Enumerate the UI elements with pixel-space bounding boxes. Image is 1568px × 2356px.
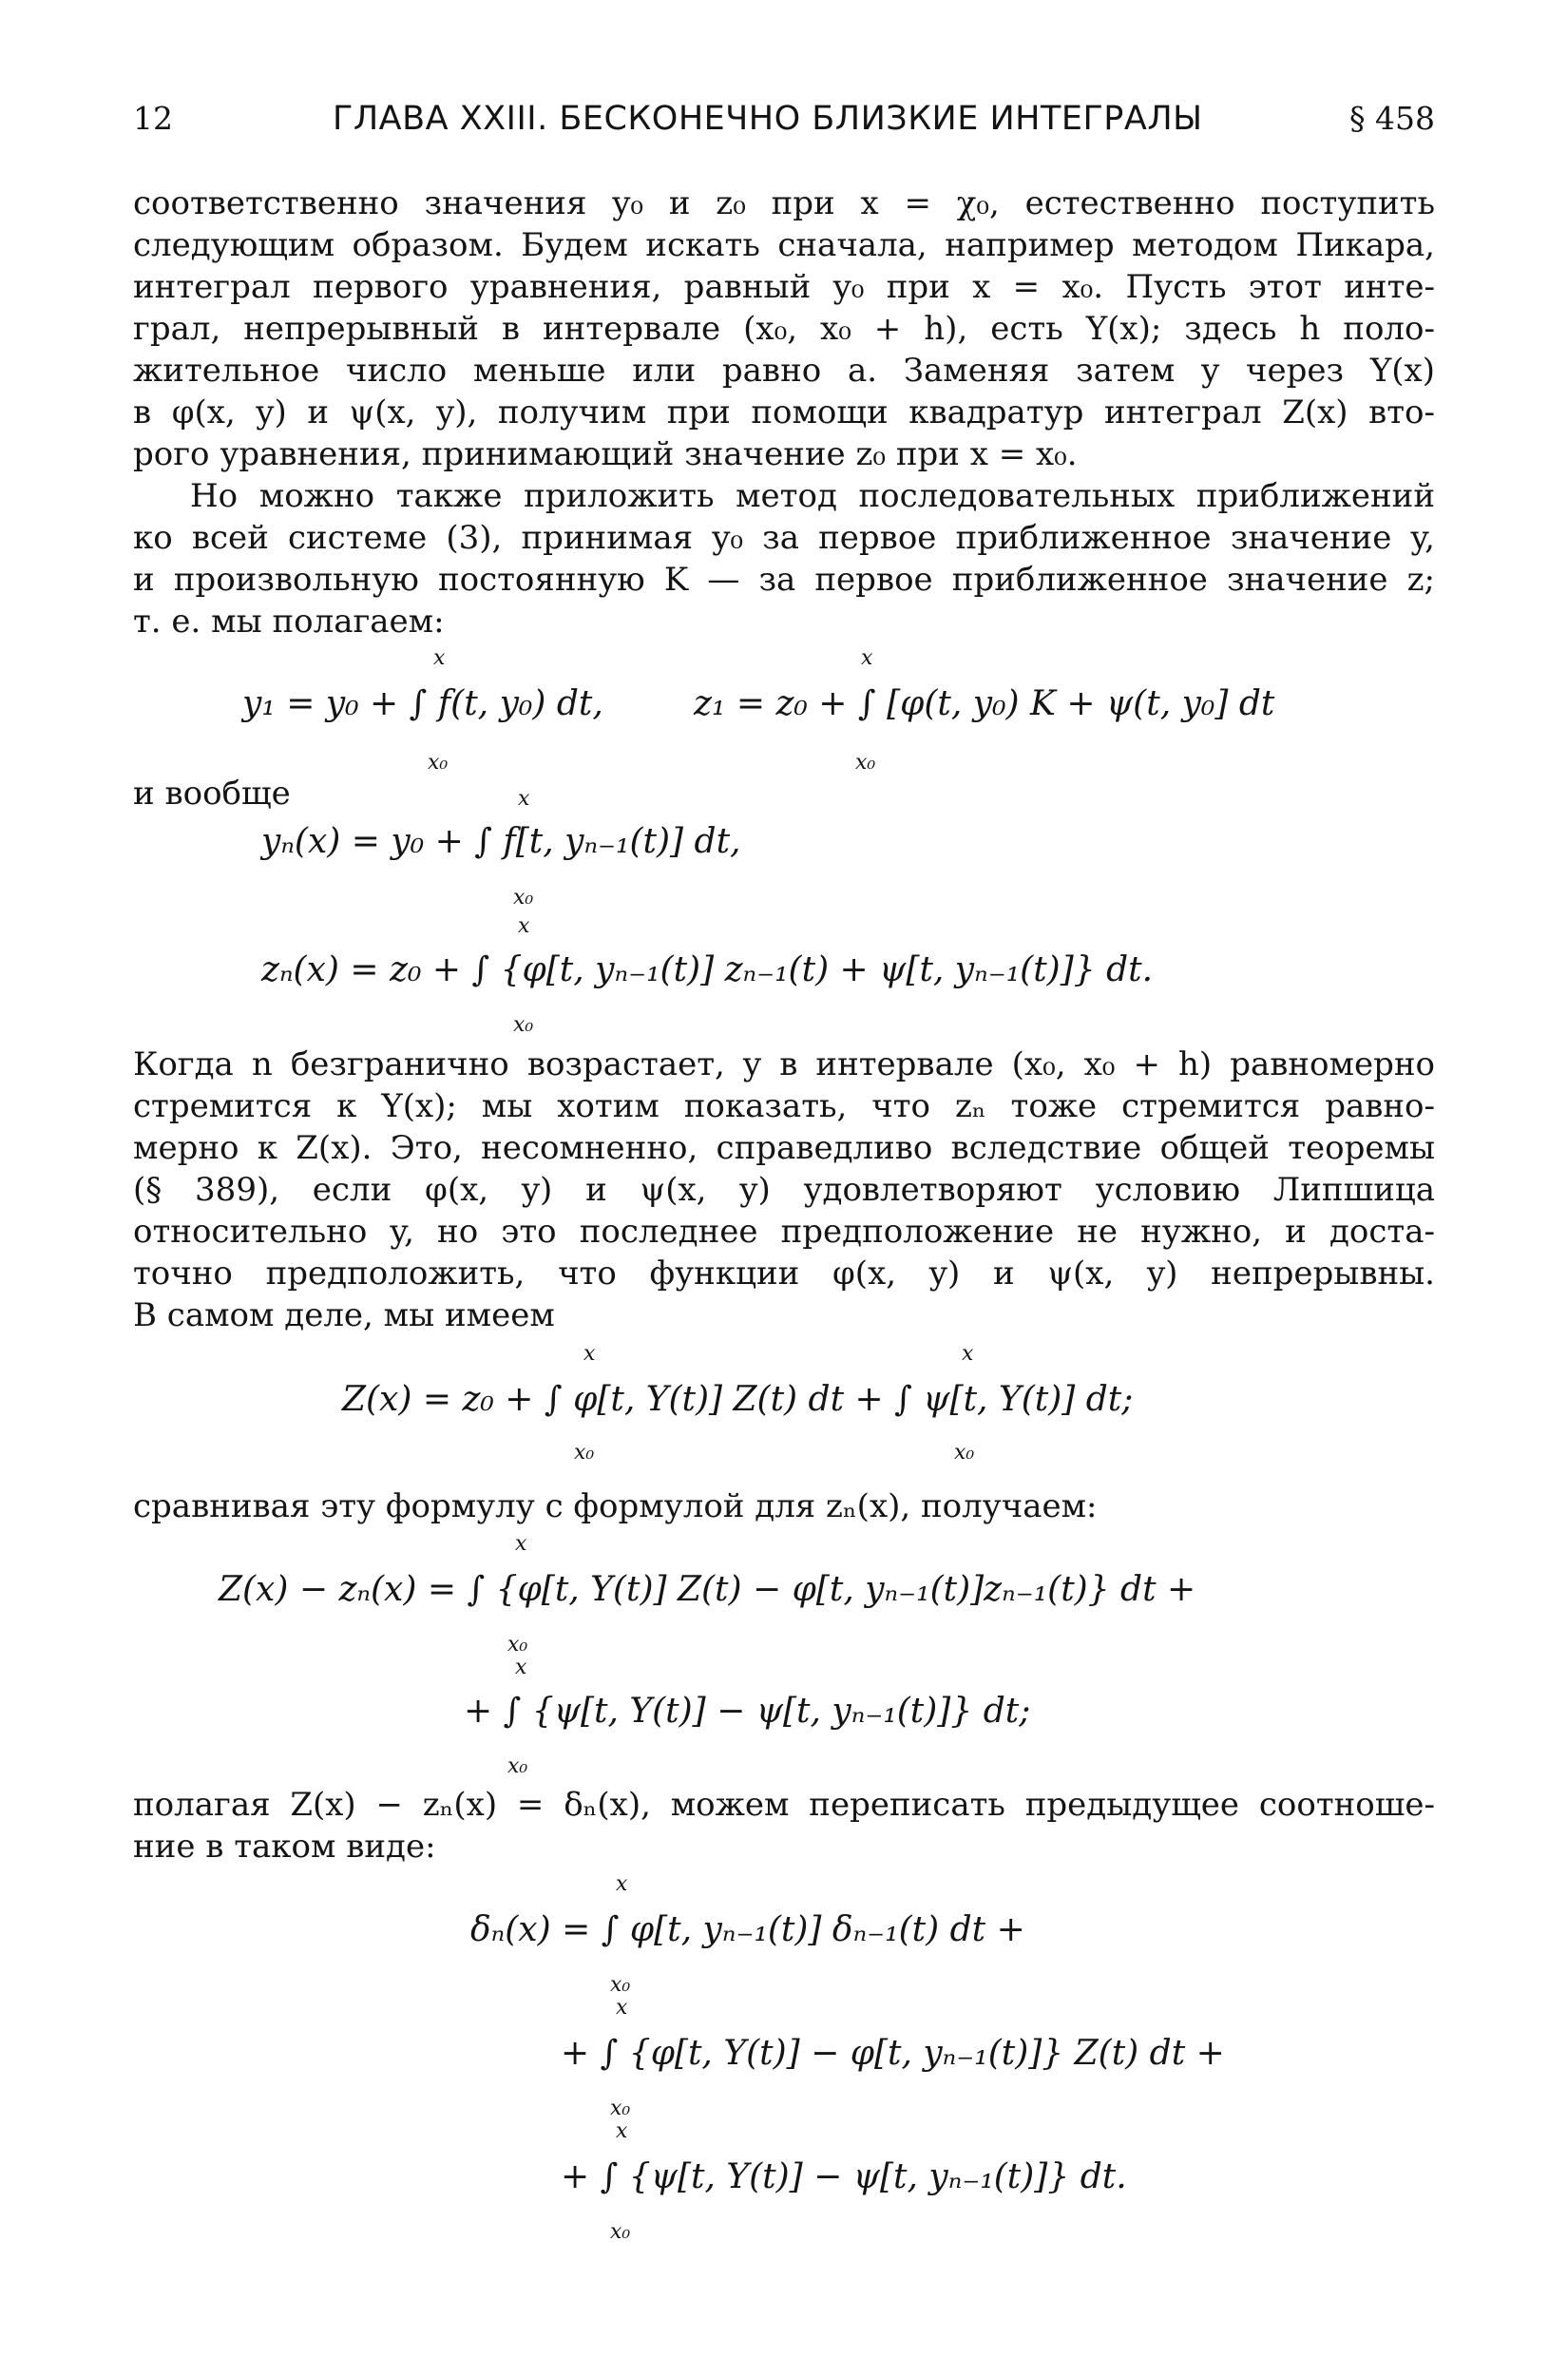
text-line: точно предположить, что функции φ(x, y) и ψ(x, y) непрерывны. <box>133 1255 1435 1293</box>
running-head <box>133 100 1435 149</box>
upper-limit: x <box>962 1342 974 1366</box>
formula-yn: yₙ(x) = y₀ + ∫ f[t, yₙ₋₁(t)] dt, <box>261 822 741 861</box>
text-line: относительно y, но это последнее предположение не нужно, и доста- <box>133 1213 1435 1251</box>
upper-limit: x <box>518 787 530 811</box>
upper-limit: x <box>515 1532 527 1556</box>
text-line: рого уравнения, принимающий значение z₀ при x = x₀. <box>133 435 1078 473</box>
text-line: (§ 389), если φ(x, y) и ψ(x, y) удовлетворяют условию Липшица <box>133 1171 1435 1209</box>
text-line: т. е. мы полагаем: <box>133 603 445 641</box>
upper-limit: x <box>616 1996 628 2020</box>
lower-limit: x₀ <box>513 1013 534 1037</box>
upper-limit: x <box>433 646 446 670</box>
paragraph-1 <box>133 182 1435 475</box>
lower-limit: x₀ <box>507 1633 528 1657</box>
text-line: следующим образом. Будем искать сначала, например методом Пикара, <box>133 226 1435 264</box>
lower-limit: x₀ <box>610 1973 631 1997</box>
paragraph-5 <box>133 1784 1435 1868</box>
lower-limit: x₀ <box>954 1441 975 1465</box>
formula-zn: zₙ(x) = z₀ + ∫ {φ[t, yₙ₋₁(t)] zₙ₋₁(t) + ψ[t, yₙ₋₁(t)]} dt. <box>261 950 1154 989</box>
lower-limit: x₀ <box>507 1754 528 1778</box>
paragraph-3 <box>133 1044 1435 1336</box>
formula-delta-line-3: + ∫ {ψ[t, Y(t)] − ψ[t, yₙ₋₁(t)]} dt. <box>561 2157 1127 2196</box>
upper-limit: x <box>861 646 873 670</box>
text-line: В самом деле, мы имеем <box>133 1296 555 1334</box>
lower-limit: x₀ <box>428 751 449 775</box>
lower-limit: x₀ <box>513 886 534 910</box>
upper-limit: x <box>616 2119 628 2143</box>
text-line: интеграл первого уравнения, равный y₀ при x = x₀. Пусть этот инте- <box>133 268 1435 306</box>
text-line: полагая Z(x) − zₙ(x) = δₙ(x), можем переписать предыдущее соотноше- <box>133 1786 1435 1824</box>
lower-limit: x₀ <box>574 1441 595 1465</box>
text-line: жительное число меньше или равно a. Заменяя затем y через Y(x) <box>133 352 1435 390</box>
formula-delta-line-2: + ∫ {φ[t, Y(t)] − φ[t, yₙ₋₁(t)]} Z(t) dt + <box>561 2034 1225 2073</box>
text-line: соответственно значения y₀ и z₀ при x = χ₀, естественно поступить <box>133 184 1435 222</box>
formula-y1: y₁ = y₀ + ∫ f(t, y₀) dt, <box>242 684 603 723</box>
lower-limit: x₀ <box>855 751 876 775</box>
paragraph-4: сравнивая эту формулу с формулой для zₙ(x), получаем: <box>133 1487 1098 1525</box>
lower-limit: x₀ <box>610 2220 631 2244</box>
text-line: ко всей системе (3), принимая y₀ за первое приближенное значение y, <box>133 519 1435 557</box>
upper-limit: x <box>518 914 530 938</box>
paragraph-2 <box>133 475 1435 642</box>
text-line: Но можно также приложить метод последовательных приближений <box>190 477 1435 515</box>
upper-limit: x <box>515 1656 527 1679</box>
text-line: мерно к Z(x). Это, несомненно, справедливо вследствие общей теоремы <box>133 1129 1435 1167</box>
formula-difference-line-1: Z(x) − zₙ(x) = ∫ {φ[t, Y(t)] Z(t) − φ[t, yₙ₋₁(t)]zₙ₋₁(t)} dt + <box>219 1570 1196 1609</box>
text-line: грал, непрерывный в интервале (x₀, x₀ + h), есть Y(x); здесь h поло- <box>133 310 1435 348</box>
text-line: стремится к Y(x); мы хотим показать, что zₙ тоже стремится равно- <box>133 1087 1435 1125</box>
text-and-generally: и вообще <box>133 775 291 813</box>
upper-limit: x <box>583 1342 596 1366</box>
formula-z1: z₁ = z₀ + ∫ [φ(t, y₀) K + ψ(t, y₀] dt <box>694 684 1275 723</box>
page-number: 12 <box>133 100 173 137</box>
text-line: и произвольную постоянную K — за первое приближенное значение z; <box>133 561 1435 599</box>
formula-delta-line-1: δₙ(x) = ∫ φ[t, yₙ₋₁(t)] δₙ₋₁(t) dt + <box>470 1910 1025 1949</box>
upper-limit: x <box>616 1872 628 1896</box>
text-line: ние в таком виде: <box>133 1828 436 1866</box>
lower-limit: x₀ <box>610 2097 631 2120</box>
formula-difference-line-2: + ∫ {ψ[t, Y(t)] − ψ[t, yₙ₋₁(t)]} dt; <box>464 1692 1031 1731</box>
chapter-title: ГЛАВА XXIII. БЕСКОНЕЧНО БЛИЗКИЕ ИНТЕГРАЛЫ <box>333 100 1203 138</box>
text-line: Когда n безгранично возрастает, y в интервале (x₀, x₀ + h) равномерно <box>133 1045 1435 1083</box>
formula-Z: Z(x) = z₀ + ∫ φ[t, Y(t)] Z(t) dt + ∫ ψ[t, Y(t)] dt; <box>342 1380 1134 1419</box>
section-number: § 458 <box>1349 100 1435 137</box>
text-line: в φ(x, y) и ψ(x, y), получим при помощи квадратур интеграл Z(x) вто- <box>133 393 1435 431</box>
